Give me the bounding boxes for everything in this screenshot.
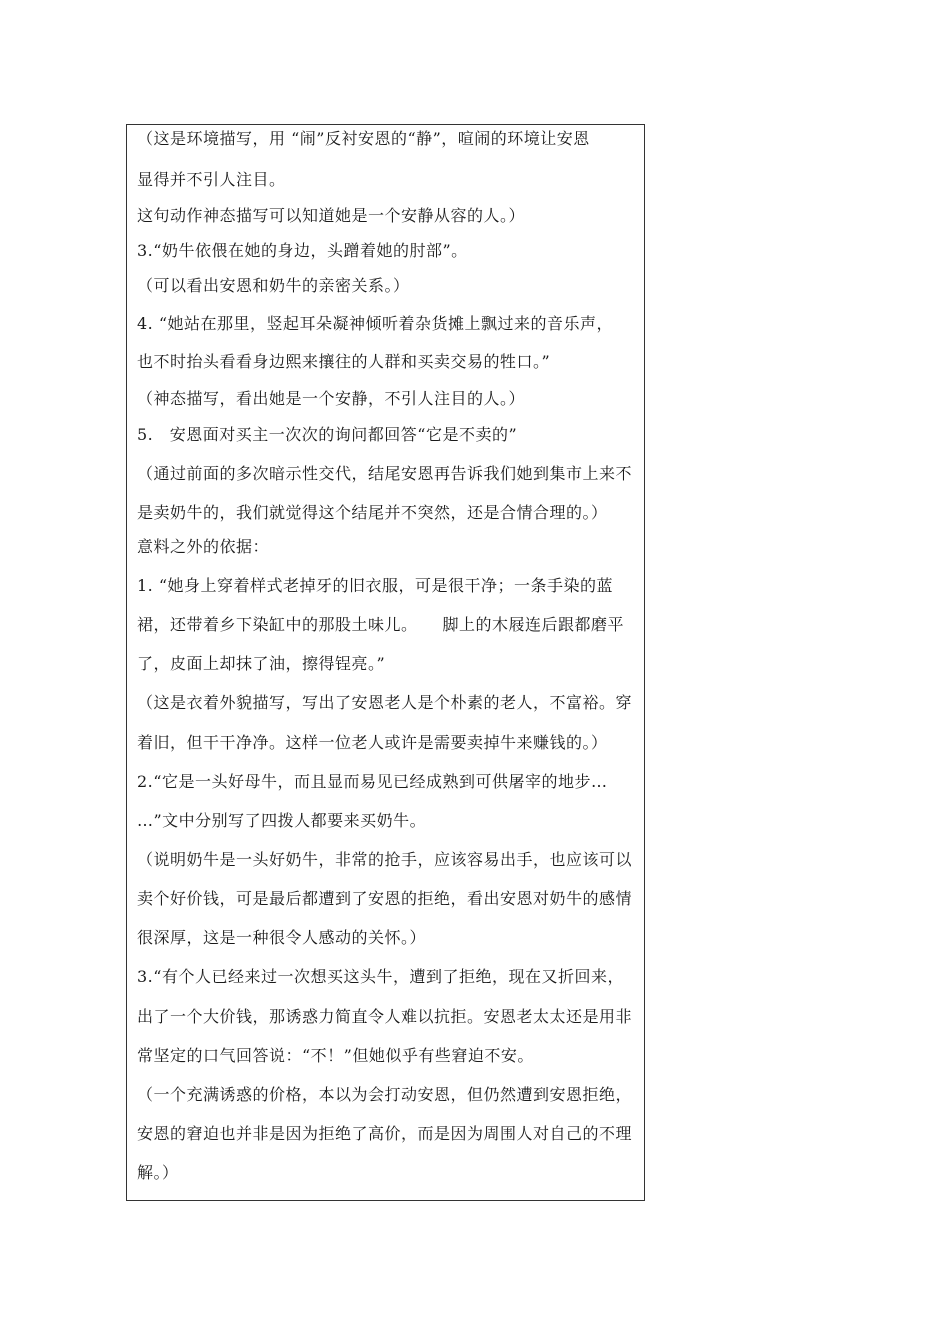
- text-line: 常坚定的口气回答说：“不！”但她似乎有些窘迫不安。: [137, 1046, 534, 1065]
- text-line: 也不时抬头看看身边熙来攘往的人群和买卖交易的牲口。”: [137, 352, 551, 371]
- text-line: （可以看出安恩和奶牛的亲密关系。）: [137, 276, 410, 295]
- text-line: （这是衣着外貌描写，写出了安恩老人是个朴素的老人，不富裕。穿: [137, 693, 633, 712]
- text-line: （说明奶牛是一头好奶牛，非常的抢手，应该容易出手，也应该可以: [137, 850, 633, 869]
- text-line: 1. “她身上穿着样式老掉牙的旧衣服，可是很干净；一条手染的蓝: [137, 576, 614, 595]
- text-line: （这是环境描写，用 “闹”反衬安恩的“静”，喧闹的环境让安恩: [137, 129, 590, 148]
- text-line: 这句动作神态描写可以知道她是一个安静从容的人。）: [137, 206, 526, 225]
- text-line: 是卖奶牛的，我们就觉得这个结尾并不突然，还是合情合理的。）: [137, 503, 608, 522]
- text-line: 卖个好价钱，可是最后都遭到了安恩的拒绝，看出安恩对奶牛的感情: [137, 889, 633, 908]
- text-line: 安恩的窘迫也并非是因为拒绝了高价，而是因为周围人对自己的不理: [137, 1124, 633, 1143]
- text-line: 2.“它是一头好母牛，而且显而易见已经成熟到可供屠宰的地步…: [137, 772, 608, 791]
- text-line: …”文中分别写了四拨人都要来买奶牛。: [137, 811, 427, 830]
- text-line: 5. 安恩面对买主一次次的询问都回答“它是不卖的”: [137, 425, 518, 444]
- text-line: 4. “她站在那里，竖起耳朵凝神倾听着杂货摊上飘过来的音乐声，: [137, 314, 614, 333]
- text-line: 3.“有个人已经来过一次想买这头牛，遭到了拒绝，现在又折回来，: [137, 967, 624, 986]
- text-line: （一个充满诱惑的价格，本以为会打动安恩，但仍然遭到安恩拒绝，: [137, 1085, 633, 1104]
- text-line: 出了一个大价钱，那诱惑力简直令人难以抗拒。安恩老太太还是用非: [137, 1007, 633, 1026]
- text-line: 意料之外的依据：: [137, 537, 270, 556]
- text-line: 很深厚，这是一种很令人感动的关怀。）: [137, 928, 427, 947]
- text-line: 解。）: [137, 1163, 179, 1182]
- text-line: 着旧，但干干净净。这样一位老人或许是需要卖掉牛来赚钱的。）: [137, 733, 608, 752]
- text-line: 3.“奶牛依偎在她的身边，头蹭着她的肘部”。: [137, 241, 468, 260]
- answer-table-cell: [126, 124, 645, 1201]
- text-line: 显得并不引人注目。: [137, 170, 286, 189]
- text-line: （神态描写，看出她是一个安静，不引人注目的人。）: [137, 389, 526, 408]
- text-line: 裙，还带着乡下染缸中的那股土味儿。 脚上的木屐连后跟都磨平: [137, 615, 625, 634]
- text-line: （通过前面的多次暗示性交代，结尾安恩再告诉我们她到集市上来不: [137, 464, 633, 483]
- text-line: 了，皮面上却抹了油，擦得锃亮。”: [137, 654, 386, 673]
